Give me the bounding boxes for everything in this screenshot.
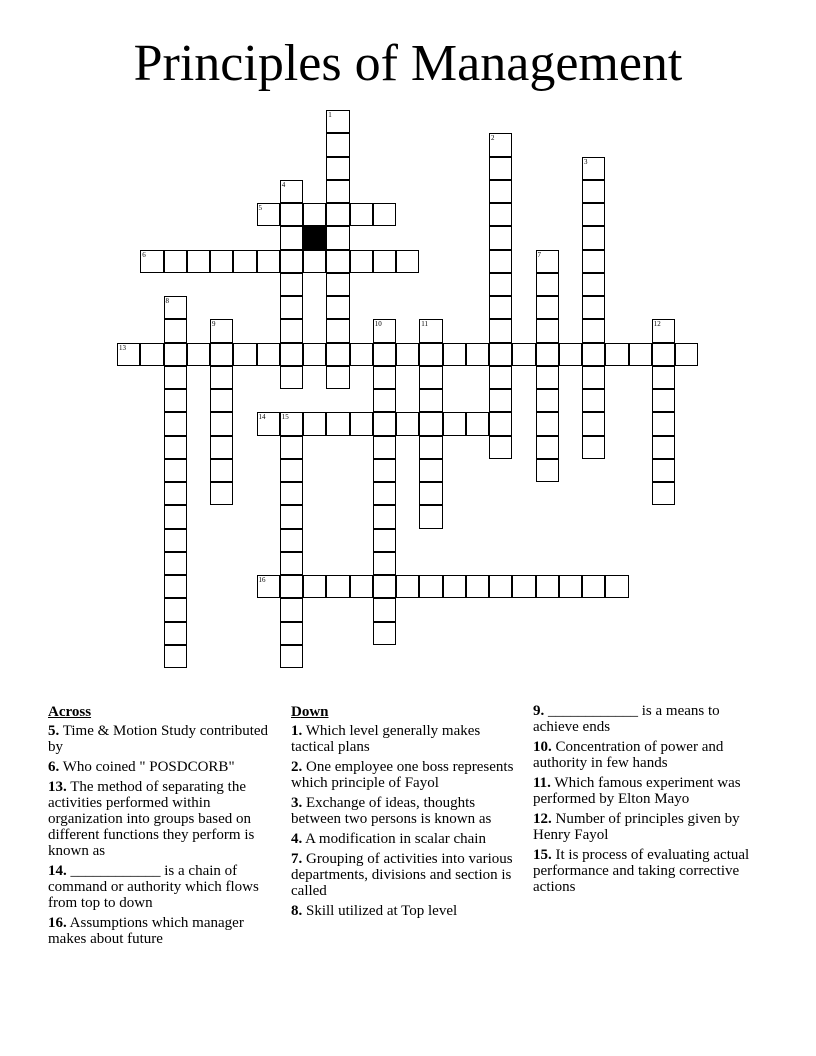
grid-cell[interactable] [373, 529, 396, 552]
grid-cell[interactable] [326, 273, 349, 296]
grid-cell[interactable] [164, 319, 187, 342]
grid-cell[interactable] [489, 226, 512, 249]
grid-cell[interactable] [326, 133, 349, 156]
clue-item-text: One employee one boss represents which principle of Fayol [291, 759, 514, 791]
down-clues-continued [533, 703, 753, 899]
grid-cell[interactable] [536, 319, 559, 342]
grid-cell[interactable] [489, 203, 512, 226]
grid-cell[interactable] [466, 412, 489, 435]
grid-cell[interactable] [210, 366, 233, 389]
grid-cell[interactable] [326, 343, 349, 366]
grid-cell[interactable] [419, 436, 442, 459]
grid-cell[interactable] [489, 157, 512, 180]
grid-cell[interactable] [582, 273, 605, 296]
grid-cell[interactable] [373, 622, 396, 645]
grid-cell[interactable] [373, 319, 396, 342]
grid-cell[interactable] [280, 366, 303, 389]
grid-cell[interactable] [326, 110, 349, 133]
grid-cell[interactable] [582, 203, 605, 226]
clue-item [48, 759, 280, 775]
grid-cell[interactable] [582, 226, 605, 249]
grid-cell[interactable] [326, 366, 349, 389]
clue-item [48, 779, 280, 859]
grid-cell[interactable] [350, 343, 373, 366]
grid-cell[interactable] [582, 412, 605, 435]
grid-cell[interactable] [443, 412, 466, 435]
clue-item [48, 863, 280, 911]
grid-cell[interactable] [164, 250, 187, 273]
grid-cell[interactable] [303, 250, 326, 273]
grid-cell[interactable] [326, 296, 349, 319]
clue-number: 6 [142, 250, 146, 259]
grid-cell[interactable] [326, 180, 349, 203]
grid-cell[interactable] [280, 436, 303, 459]
clue-number: 8 [165, 297, 169, 305]
clue-item-number: 5. [48, 723, 60, 739]
grid-cell[interactable] [164, 552, 187, 575]
grid-cell[interactable] [280, 598, 303, 621]
grid-cell[interactable] [419, 482, 442, 505]
grid-cell[interactable] [164, 366, 187, 389]
grid-cell[interactable] [582, 296, 605, 319]
clue-item [533, 703, 753, 735]
clue-item-text: It is process of evaluating actual performance and taking corrective actions [533, 847, 750, 895]
grid-cell[interactable] [280, 459, 303, 482]
clue-item [533, 775, 753, 807]
clue-item-number: 9. [533, 703, 545, 719]
grid-cell[interactable] [280, 575, 303, 598]
clue-item-text: ____________ is a means to achieve ends [533, 703, 720, 735]
clue-item [291, 759, 527, 791]
clue-item [48, 915, 280, 947]
grid-cell[interactable] [489, 273, 512, 296]
clue-item-number: 12. [533, 811, 552, 827]
grid-cell[interactable] [629, 343, 652, 366]
clue-item [291, 903, 527, 919]
clue-item-number: 13. [48, 779, 67, 795]
grid-cell[interactable] [257, 412, 280, 435]
grid-cell[interactable] [350, 250, 373, 273]
grid-cell[interactable] [326, 250, 349, 273]
grid-cell[interactable] [164, 575, 187, 598]
grid-cell[interactable] [257, 575, 280, 598]
clue-item-number: 8. [291, 903, 303, 919]
grid-cell[interactable] [582, 575, 605, 598]
clue-item-number: 7. [291, 851, 303, 867]
clue-item-text: A modification in scalar chain [302, 831, 486, 847]
clue-item-text: Who coined " POSDCORB" [59, 759, 235, 775]
grid-cell[interactable] [582, 157, 605, 180]
clue-item-number: 16. [48, 915, 67, 931]
grid-cell[interactable] [652, 436, 675, 459]
grid-cell[interactable] [164, 645, 187, 668]
grid-cell[interactable] [350, 203, 373, 226]
grid-cell[interactable] [373, 598, 396, 621]
grid-cell[interactable] [536, 436, 559, 459]
grid-cell[interactable] [210, 389, 233, 412]
grid-cell[interactable] [466, 575, 489, 598]
grid-cell[interactable] [559, 343, 582, 366]
clue-item-number: 3. [291, 795, 303, 811]
grid-cell[interactable] [326, 226, 349, 249]
grid-cell[interactable] [117, 343, 140, 366]
grid-cell[interactable] [489, 412, 512, 435]
clue-item-number: 6. [48, 759, 60, 775]
grid-cell[interactable] [257, 203, 280, 226]
clue-item [291, 723, 527, 755]
grid-cell[interactable] [373, 366, 396, 389]
grid-cell[interactable] [652, 319, 675, 342]
grid-cell[interactable] [512, 343, 535, 366]
grid-cell[interactable] [303, 203, 326, 226]
black-square [303, 226, 326, 249]
grid-cell[interactable] [280, 482, 303, 505]
grid-cell[interactable] [489, 575, 512, 598]
clue-item-number: 1. [291, 723, 303, 739]
grid-cell[interactable] [652, 389, 675, 412]
grid-cell[interactable] [489, 133, 512, 156]
grid-cell[interactable] [605, 343, 628, 366]
grid-cell[interactable] [280, 343, 303, 366]
grid-cell[interactable] [652, 412, 675, 435]
clue-number: 7 [537, 250, 541, 259]
grid-cell[interactable] [350, 412, 373, 435]
grid-cell[interactable] [164, 296, 187, 319]
grid-cell[interactable] [396, 575, 419, 598]
grid-cell[interactable] [280, 180, 303, 203]
grid-cell[interactable] [396, 343, 419, 366]
grid-cell[interactable] [536, 273, 559, 296]
clue-item-number: 10. [533, 739, 552, 755]
clue-item-text: The method of separating the activities performed within organization into groups based on different functions they perform is known as [48, 779, 255, 859]
grid-cell[interactable] [536, 459, 559, 482]
clue-number: 14 [258, 413, 266, 422]
grid-cell[interactable] [210, 412, 233, 435]
grid-cell[interactable] [396, 412, 419, 435]
grid-cell[interactable] [373, 505, 396, 528]
clue-item-text: Assumptions which manager makes about future [48, 915, 244, 947]
grid-cell[interactable] [164, 436, 187, 459]
grid-cell[interactable] [373, 343, 396, 366]
grid-cell[interactable] [280, 250, 303, 273]
clue-item-text: Grouping of activities into various departments, divisions and section is called [291, 851, 513, 899]
grid-cell[interactable] [489, 436, 512, 459]
grid-cell[interactable] [582, 436, 605, 459]
grid-cell[interactable] [582, 319, 605, 342]
grid-cell[interactable] [280, 273, 303, 296]
clue-item [291, 795, 527, 827]
grid-cell[interactable] [187, 250, 210, 273]
clue-number: 5 [258, 204, 262, 212]
grid-cell[interactable] [303, 412, 326, 435]
grid-cell[interactable] [582, 366, 605, 389]
grid-cell[interactable] [652, 459, 675, 482]
grid-cell[interactable] [326, 157, 349, 180]
grid-cell[interactable] [443, 343, 466, 366]
clue-number: 11 [421, 320, 428, 329]
grid-cell[interactable] [187, 343, 210, 366]
grid-cell[interactable] [164, 598, 187, 621]
grid-cell[interactable] [675, 343, 698, 366]
grid-cell[interactable] [419, 319, 442, 342]
down-heading: Down [291, 704, 329, 720]
clue-item-text: Skill utilized at Top level [302, 903, 458, 919]
grid-cell[interactable] [605, 575, 628, 598]
puzzle-title: Principles of Management [133, 35, 683, 92]
grid-cell[interactable] [536, 575, 559, 598]
clue-item [291, 831, 527, 847]
grid-cell[interactable] [373, 203, 396, 226]
clue-item-number: 4. [291, 831, 303, 847]
grid-cell[interactable] [210, 319, 233, 342]
grid-cell[interactable] [257, 250, 280, 273]
grid-cell[interactable] [536, 366, 559, 389]
down-clues [291, 703, 527, 923]
grid-cell[interactable] [210, 459, 233, 482]
clue-item-text: Which famous experiment was performed by Elton Mayo [533, 775, 741, 807]
grid-cell[interactable] [582, 389, 605, 412]
grid-cell[interactable] [210, 482, 233, 505]
grid-cell[interactable] [326, 575, 349, 598]
clue-number: 1 [328, 111, 332, 119]
clue-number: 12 [653, 320, 661, 329]
grid-cell[interactable] [489, 343, 512, 366]
grid-cell[interactable] [489, 296, 512, 319]
grid-cell[interactable] [419, 459, 442, 482]
grid-cell[interactable] [326, 412, 349, 435]
clue-item [533, 739, 753, 771]
grid-cell[interactable] [280, 226, 303, 249]
grid-cell[interactable] [233, 250, 256, 273]
grid-cell[interactable] [489, 389, 512, 412]
grid-cell[interactable] [164, 459, 187, 482]
across-clues [48, 703, 280, 951]
clue-item-text: ____________ is a chain of command or authority which flows from top to down [48, 863, 259, 911]
grid-cell[interactable] [210, 343, 233, 366]
grid-cell[interactable] [233, 343, 256, 366]
clue-item [48, 723, 280, 755]
grid-cell[interactable] [652, 366, 675, 389]
grid-cell[interactable] [652, 343, 675, 366]
grid-cell[interactable] [210, 436, 233, 459]
grid-cell[interactable] [512, 575, 535, 598]
grid-cell[interactable] [303, 343, 326, 366]
grid-cell[interactable] [164, 389, 187, 412]
grid-cell[interactable] [419, 505, 442, 528]
grid-cell[interactable] [280, 529, 303, 552]
grid-cell[interactable] [489, 250, 512, 273]
grid-cell[interactable] [280, 622, 303, 645]
grid-cell[interactable] [350, 575, 373, 598]
clue-item-number: 14. [48, 863, 67, 879]
grid-cell[interactable] [280, 203, 303, 226]
grid-cell[interactable] [582, 250, 605, 273]
clue-number: 13 [119, 343, 126, 352]
clue-number: 10 [374, 320, 382, 329]
clue-number: 15 [281, 413, 289, 422]
clue-number: 4 [281, 180, 286, 189]
grid-cell[interactable] [164, 529, 187, 552]
clue-item [533, 847, 753, 895]
grid-cell[interactable] [536, 296, 559, 319]
grid-cell[interactable] [536, 343, 559, 366]
grid-cell[interactable] [373, 436, 396, 459]
clue-item-text: Time & Motion Study contributed by [48, 723, 269, 755]
grid-cell[interactable] [280, 412, 303, 435]
clue-item [533, 811, 753, 843]
grid-cell[interactable] [443, 575, 466, 598]
grid-cell[interactable] [164, 482, 187, 505]
clue-number: 2 [491, 134, 495, 143]
grid-cell[interactable] [164, 505, 187, 528]
clue-item [291, 851, 527, 899]
grid-cell[interactable] [489, 319, 512, 342]
grid-cell[interactable] [303, 575, 326, 598]
grid-cell[interactable] [373, 459, 396, 482]
grid-cell[interactable] [536, 250, 559, 273]
grid-cell[interactable] [419, 412, 442, 435]
grid-cell[interactable] [280, 319, 303, 342]
clue-number: 9 [212, 320, 216, 329]
grid-cell[interactable] [326, 203, 349, 226]
grid-cell[interactable] [373, 250, 396, 273]
grid-cell[interactable] [489, 366, 512, 389]
grid-cell[interactable] [396, 250, 419, 273]
grid-cell[interactable] [582, 180, 605, 203]
clue-item-number: 2. [291, 759, 303, 775]
grid-cell[interactable] [373, 482, 396, 505]
grid-cell[interactable] [257, 343, 280, 366]
grid-cell[interactable] [373, 575, 396, 598]
grid-cell[interactable] [559, 575, 582, 598]
grid-cell[interactable] [164, 622, 187, 645]
grid-cell[interactable] [419, 389, 442, 412]
clue-number: 16 [258, 576, 266, 584]
grid-cell[interactable] [536, 389, 559, 412]
grid-cell[interactable] [280, 296, 303, 319]
grid-cell[interactable] [210, 250, 233, 273]
grid-cell[interactable] [164, 412, 187, 435]
grid-cell[interactable] [466, 343, 489, 366]
grid-cell[interactable] [652, 482, 675, 505]
grid-cell[interactable] [280, 552, 303, 575]
clue-item-number: 11. [533, 775, 551, 791]
clue-item-text: Concentration of power and authority in few hands [533, 739, 724, 771]
grid-cell[interactable] [536, 412, 559, 435]
grid-cell[interactable] [140, 343, 163, 366]
clue-item-number: 15. [533, 847, 552, 863]
grid-cell[interactable] [280, 645, 303, 668]
clue-item-text: Which level generally makes tactical plans [291, 723, 481, 755]
grid-cell[interactable] [419, 575, 442, 598]
grid-cell[interactable] [373, 412, 396, 435]
grid-cell[interactable] [140, 250, 163, 273]
across-heading: Across [48, 704, 92, 720]
grid-cell[interactable] [280, 505, 303, 528]
grid-cell[interactable] [419, 343, 442, 366]
clue-item-text: Number of principles given by Henry Fayol [533, 811, 740, 843]
grid-cell[interactable] [326, 319, 349, 342]
grid-cell[interactable] [582, 343, 605, 366]
grid-cell[interactable] [419, 366, 442, 389]
clue-number: 3 [584, 157, 588, 166]
grid-cell[interactable] [489, 180, 512, 203]
grid-cell[interactable] [373, 552, 396, 575]
grid-cell[interactable] [373, 389, 396, 412]
grid-cell[interactable] [164, 343, 187, 366]
clue-item-text: Exchange of ideas, thoughts between two persons is known as [291, 795, 492, 827]
